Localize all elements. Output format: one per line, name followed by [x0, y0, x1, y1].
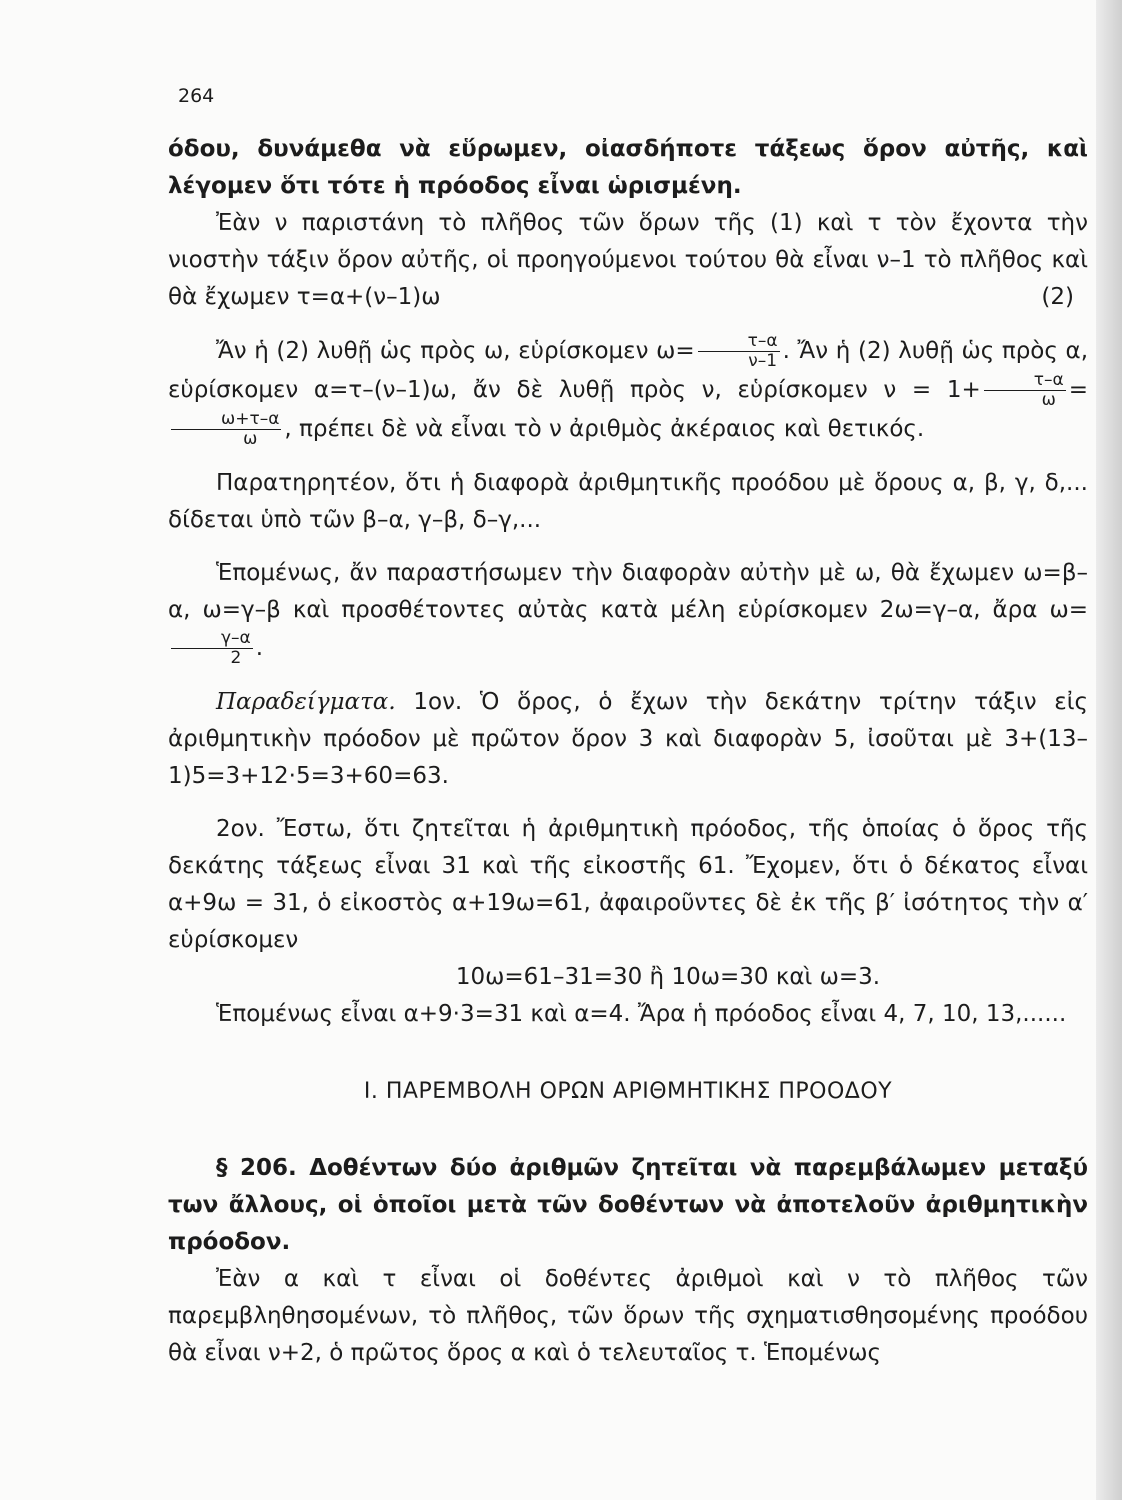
- section-heading: Ι. ΠΑΡΕΜΒΟΛΗ ΟΡΩΝ ΑΡΙΘΜΗΤΙΚΗΣ ΠΡΟΟΔΟΥ: [363, 1079, 893, 1104]
- paragraph-text: .: [255, 635, 264, 661]
- paragraph-text: . Ἄν ἡ (2) λυθῇ ὡς πρὸς α, εὑρίσκομεν α=τ–(ν–1)ω, ἄν δὲ λυθῇ πρὸς ν, εὑρίσκομεν ν = 1+: [168, 338, 1089, 403]
- fraction-denominator: ω: [243, 429, 258, 449]
- fraction-omega-2: [171, 629, 253, 668]
- section-206-title: § 206. Δοθέντων δύο ἀριθμῶν ζητεῖται νὰ παρεμβάλωμεν μεταξύ των ἄλλους, οἱ ὁποῖοι μετὰ τῶν δοθέντων νὰ ἀποτελοῦν ἀριθμητικὴν πρόοδον.: [168, 1155, 1088, 1255]
- section-206-body: Ἐὰν α καὶ τ εἶναι οἱ δοθέντες ἀριθμοὶ καὶ ν τὸ πλῆθος τῶν παρεμβληθησομένων, τὸ πλῆθος, τῶν ὅρων τῆς σχηματισθησομένης προόδου θὰ εἶναι ν+2, ὁ πρῶτος ὅρος α καὶ ὁ τελευταῖος τ. Ἑπομένως: [168, 1266, 1088, 1366]
- fraction-numerator: ω+τ–α: [171, 410, 281, 430]
- fraction-nu-2: [171, 410, 281, 449]
- paragraph-term-count: [168, 205, 1088, 316]
- example-2-equation: 10ω=61–31=30 ἢ 10ω=30 καὶ ω=3.: [455, 964, 881, 990]
- fraction-denominator: ω: [1041, 390, 1056, 410]
- book-page: [168, 70, 1088, 1372]
- equation-number: (2): [1041, 284, 1074, 310]
- paragraph-text: 1ον. Ὁ ὅρος, ὁ ἔχων τὴν δεκάτην τρίτην τάξιν εἰς ἀριθμητικὴν πρόοδον μὲ πρῶτον ὅρον 3 καὶ διαφορὰν 5, ἰσοῦται μὲ 3+(13–1)5=3+12·5=3+60=63.: [168, 689, 1088, 789]
- paragraph-text: Ἄν ἡ (2) λυθῇ ὡς πρὸς ω, εὑρίσκομεν ω=: [216, 338, 695, 364]
- page-binding-edge: [1096, 0, 1122, 1500]
- example-1: [168, 684, 1088, 795]
- paragraph-text: Ἑπομένως, ἄν παραστήσωμεν τὴν διαφορὰν αὐτὴν μὲ ω, θὰ ἔχωμεν ω=β–α, ω=γ–β καὶ προσθέτοντες αὐτὰς κατὰ μέλη εὑρίσκομεν 2ω=γ–α, ἄρα ω=: [168, 560, 1088, 623]
- paragraph-text: , πρέπει δὲ νὰ εἶναι τὸ ν ἀριθμὸς ἀκέραιος καὶ θετικός.: [284, 416, 925, 442]
- equals-sign: =: [1068, 377, 1088, 403]
- example-2-conclusion: Ἑπομένως εἶναι α+9·3=31 καὶ α=4. Ἄρα ἡ πρόοδος εἶναι 4, 7, 10, 13,......: [216, 1001, 1067, 1027]
- page-number: 264: [178, 85, 215, 107]
- paragraph-text: Ἐὰν ν παριστάνη τὸ πλῆθος τῶν ὅρων τῆς (1) καὶ τ τὸν ἔχοντα τὴν νιοστὴν τάξιν ὅρον αὐτῆς, οἱ προηγούμενοι τούτου θὰ εἶναι ν–1 τὸ πλῆθος καὶ θὰ ἔχωμεν τ=α+(ν–1)ω: [168, 210, 1088, 310]
- example-2: 2ον. Ἔστω, ὅτι ζητεῖται ἡ ἀριθμητικὴ πρόοδος, τῆς ὁποίας ὁ ὅρος τῆς δεκάτης τάξεως εἶναι 31 καὶ τῆς εἰκοστῆς 61. Ἔχομεν, ὅτι ὁ δέκατος εἶναι α+9ω = 31, ὁ εἰκοστὸς α+19ω=61, ἀφαιροῦντες δὲ ἐκ τῆς β′ ἰσότητος τὴν α′ εὑρίσκομεν: [168, 816, 1088, 953]
- fraction-denominator: ν–1: [748, 351, 778, 371]
- intro-paragraph: όδου, δυνάμεθα νὰ εὕρωμεν, οἰασδήποτε τάξεως ὅρον αὐτῆς, καὶ λέγομεν ὅτι τότε ἡ πρόοδος εἶναι ὡρισμένη.: [168, 136, 1088, 199]
- fraction-numerator: τ–α: [698, 332, 780, 352]
- fraction-denominator: 2: [230, 648, 242, 668]
- fraction-omega: [698, 332, 780, 371]
- paragraph-solve: [168, 332, 1088, 449]
- examples-label: Παραδείγματα.: [216, 689, 396, 715]
- paragraph-difference: Παρατηρητέον, ὅτι ἡ διαφορὰ ἀριθμητικῆς προόδου μὲ ὅρους α, β, γ, δ,... δίδεται ὑπὸ τῶν β–α, γ–β, δ–γ,...: [168, 470, 1088, 533]
- fraction-numerator: τ–α: [984, 371, 1066, 391]
- paragraph-therefore: [168, 555, 1088, 668]
- fraction-numerator: γ–α: [171, 629, 253, 649]
- fraction-nu-1: [984, 371, 1066, 410]
